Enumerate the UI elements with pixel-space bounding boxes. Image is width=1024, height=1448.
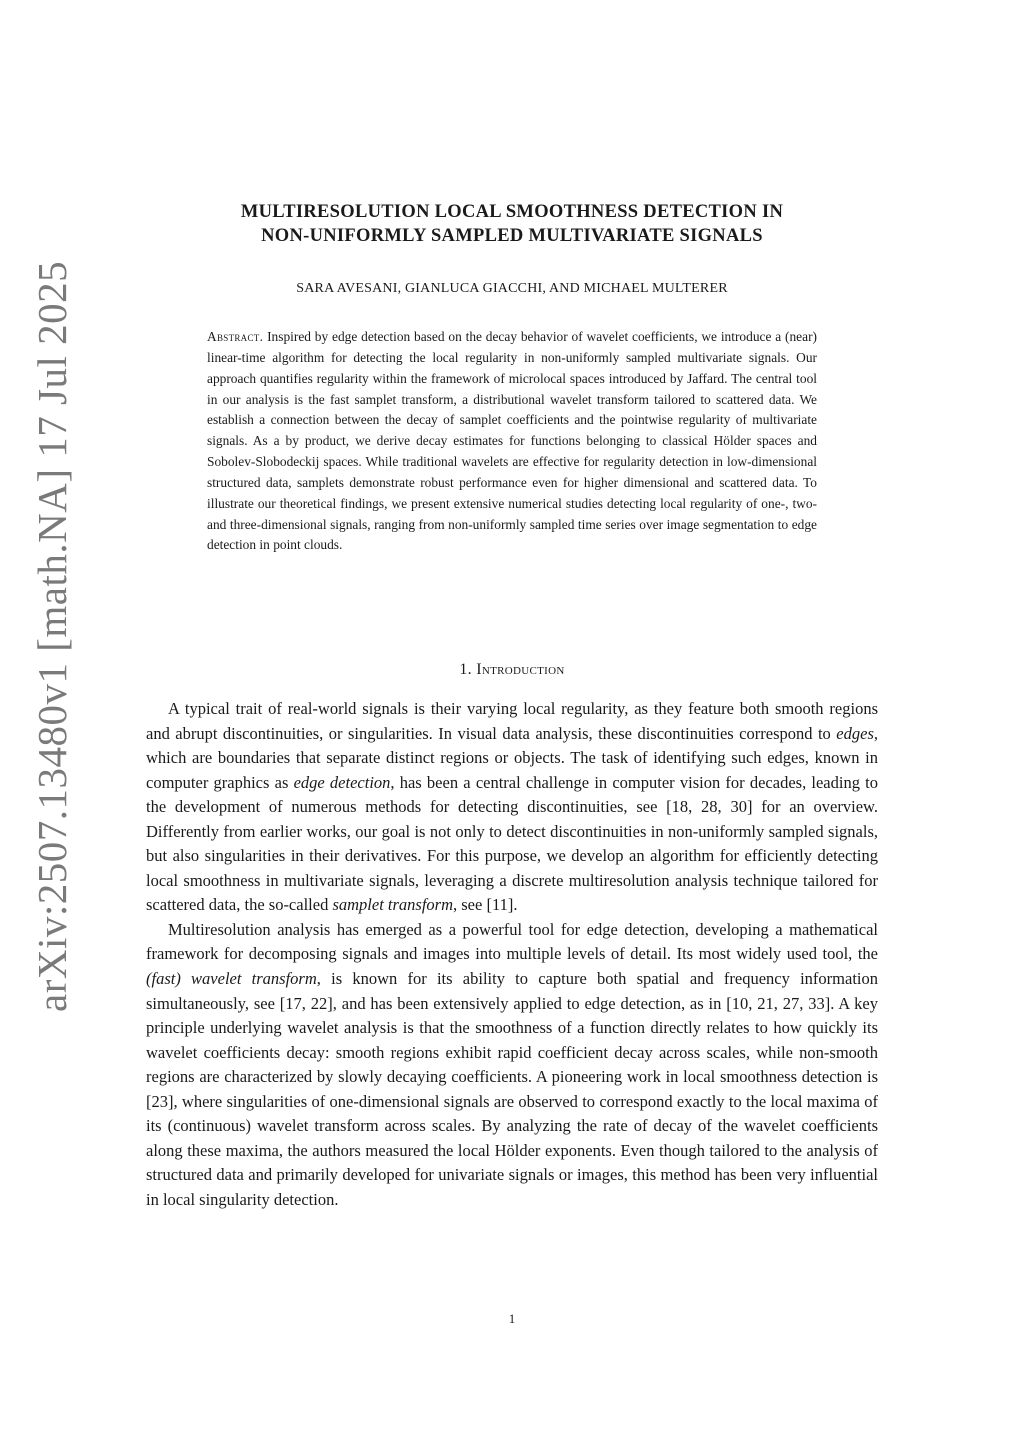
paper-title [150,200,874,248]
paper-title-line-2: NON-UNIFORMLY SAMPLED MULTIVARIATE SIGNALS [261,226,763,246]
arxiv-identifier-stamp: arXiv:2507.13480v1 [math.NA] 17 Jul 2025 [29,260,75,1012]
abstract-label: Abstract. [207,329,264,344]
paragraph-text: A typical trait of real-world signals is their varying local regularity, as they feature both smooth regions and abrupt discontinuities, or singularities. In visual data analysis, these discontinuities correspond to [146,699,878,743]
paragraph [146,697,878,918]
page-number: 1 [508,1311,516,1326]
paragraph-text: , has been a central challenge in computer vision for decades, leading to the development of numerous methods for detecting discontinuities, see [18, 28, 30] for an overview. Differently from earlier works, our goal is not only to detect discontinuities in non-uniformly sampled signals, but also singularities in their derivatives. For this purpose, we develop an algorithm for efficiently detecting local smoothness in multivariate signals, leveraging a discrete multiresolution analysis technique tailored for scattered data, the so-called [146,772,879,915]
paragraph-text: , which are boundaries that separate distinct regions or objects. The task of identifying such edges, known in computer graphics as [146,723,878,792]
emphasis-term: edge detection [293,772,391,792]
section-heading-introduction [150,661,874,679]
paragraph [146,918,878,1213]
emphasis-term: edges [836,723,874,743]
paragraph-text: , see [11]. [453,895,518,915]
abstract [207,327,817,556]
author-list: SARA AVESANI, GIANLUCA GIACCHI, AND MICHAEL MULTERER [296,281,728,296]
emphasis-term: samplet transform [332,895,454,915]
introduction-body [146,697,878,1212]
paragraph-text: Multiresolution analysis has emerged as a powerful tool for edge detection, developing a mathematical framework for decomposing signals and images into multiple levels of detail. Its most widely used tool, the [146,919,878,964]
paper-title-line-1: MULTIRESOLUTION LOCAL SMOOTHNESS DETECTION IN [240,202,784,222]
section-number: 1. [459,661,472,678]
emphasis-term: (fast) wavelet transform [146,969,317,989]
section-title: Introduction [476,661,565,678]
abstract-text: Inspired by edge detection based on the decay behavior of wavelet coefficients, we introduce a (near) linear-time algorithm for detecting the local regularity in non-uniformly sampled multivariate signals. Our approach quantifies regularity within the framework of microlocal spaces introduced by Jaffard. The central tool in our analysis is the fast samplet transform, a distributional wavelet transform tailored to scattered data. We establish a connection between the decay of samplet coefficients and the pointwise regularity of multivariate signals. As a by product, we derive decay estimates for functions belonging to classical Hölder spaces and Sobolev-Slobodeckij spaces. While traditional wavelets are effective for regularity detection in low-dimensional structured data, samplets demonstrate robust performance even for higher dimensional and scattered data. To illustrate our theoretical findings, we present extensive numerical studies detecting local regularity of one-, two- and three-dimensional signals, ranging from non-uniformly sampled time series over image segmentation to edge detection in point clouds. [207,329,817,553]
paragraph-text: , is known for its ability to capture both spatial and frequency information simultaneously, see [17, 22], and has been extensively applied to edge detection, as in [10, 21, 27, 33]. A key principle underlying wavelet analysis is that the smoothness of a function directly relates to how quickly its wavelet coefficients decay: smooth regions exhibit rapid coefficient decay across scales, while non-smooth regions are characterized by slowly decaying coefficients. A pioneering work in local smoothness detection is [23], where singularities of one-dimensional signals are observed to correspond exactly to the local maxima of its (continuous) wavelet transform across scales. By analyzing the rate of decay of the wavelet coefficients along these maxima, the authors measured the local Hölder exponents. Even though tailored to the analysis of structured data and primarily developed for univariate signals or images, this method has been very influential in local singularity detection. [146,969,878,1209]
